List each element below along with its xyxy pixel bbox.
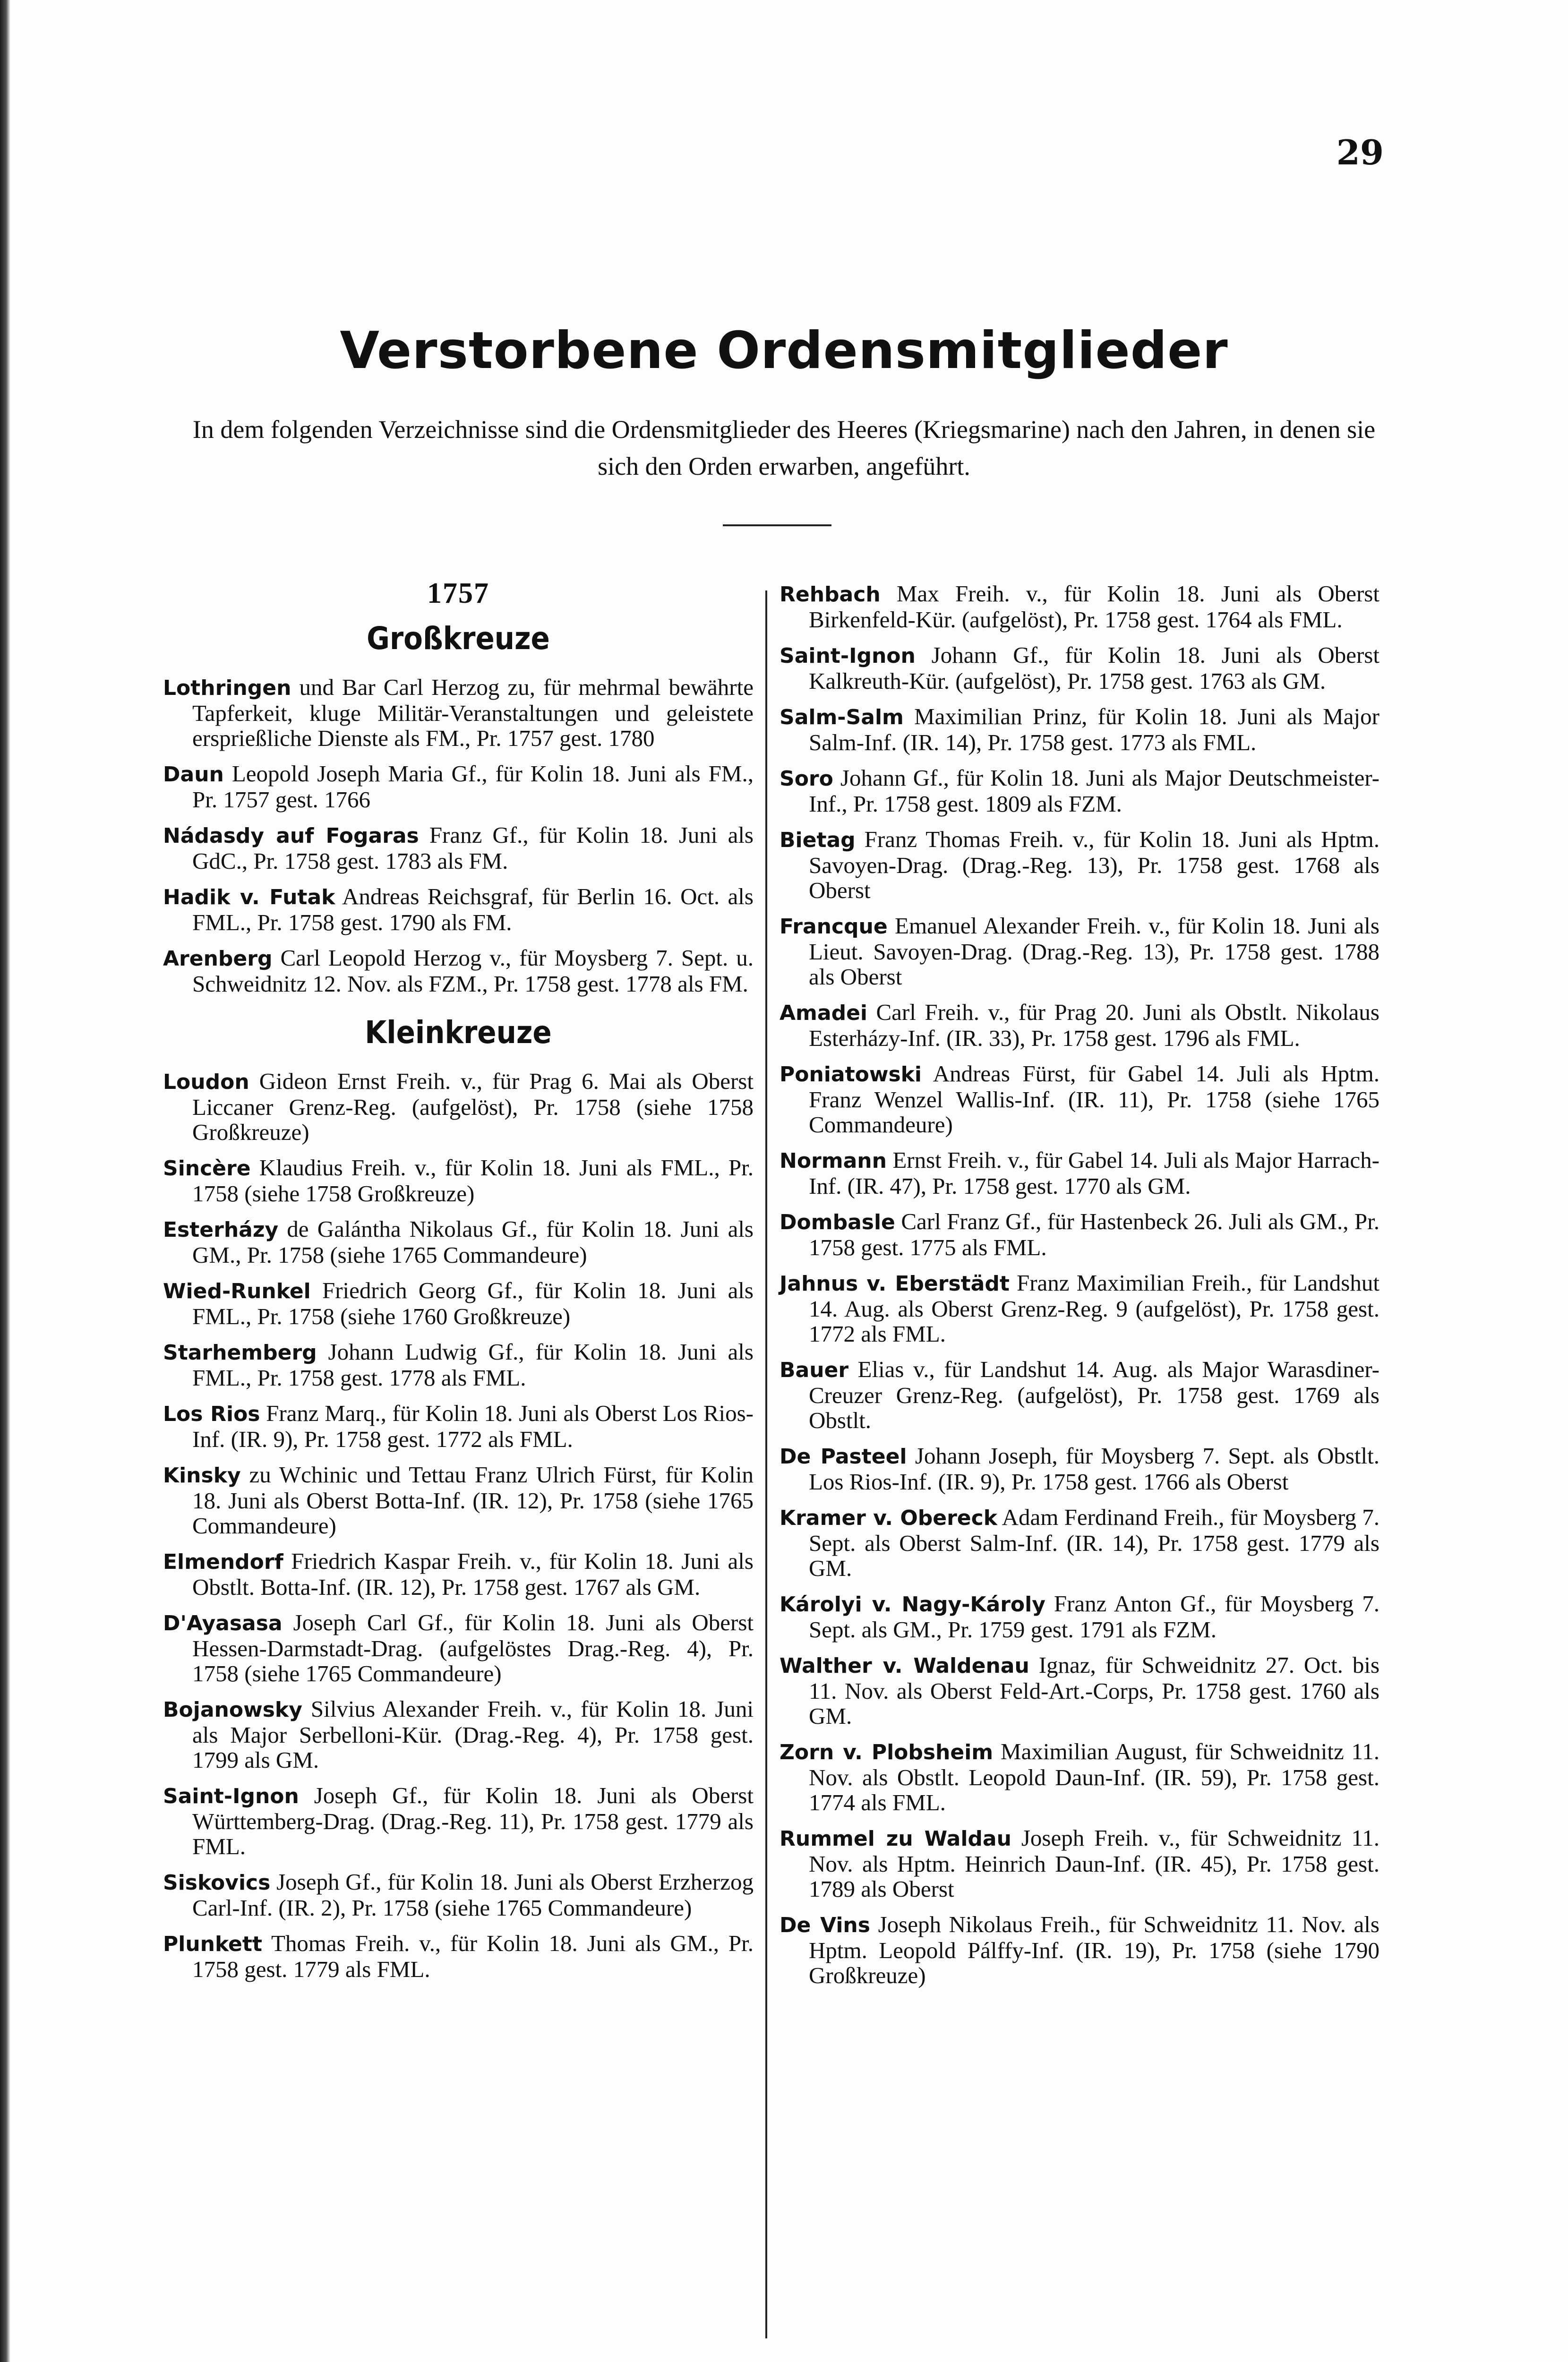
list-item [780,1209,1379,1260]
entry-name: Normann [780,1149,887,1173]
left-column [163,577,754,1992]
entry-text: Adam Ferdinand Freih., für Moysberg 7. Sept. als Oberst Salm-Inf. (IR. 14), Pr. 1758 gest. 1779 als GM. [809,1504,1379,1581]
entry-name: Nádasdy auf Fogaras [163,824,419,848]
entry-text: zu Wchinic und Tettau Franz Ulrich Fürst, für Kolin 18. Juni als Oberst Botta-Inf. (IR. 12), Pr. 1758 (siehe 1765 Commandeure) [192,1462,754,1539]
entry-name: Dombasle [780,1210,895,1234]
list-item [163,1278,754,1329]
entry-text: de Galántha Nikolaus Gf., für Kolin 18. Juni als GM., Pr. 1758 (siehe 1765 Commandeure) [192,1216,754,1268]
grosskreuze-heading: Großkreuze [367,620,550,657]
entry-text: Friedrich Georg Gf., für Kolin 18. Juni als FML., Pr. 1758 (siehe 1760 Großkreuze) [192,1277,754,1329]
entry-text: Joseph Nikolaus Freih., für Schweidnitz 11. Nov. als Hptm. Leopold Pálffy-Inf. (IR. 19), Pr. 1758 (siehe 1790 Großkreuze) [809,1911,1379,1988]
year-heading: 1757 [427,577,489,609]
entry-name: Bietag [780,828,856,852]
list-item [780,1739,1379,1815]
entry-name: Kinsky [163,1463,241,1488]
entry-text: Johann Gf., für Kolin 18. Juni als Major Deutschmeister-Inf., Pr. 1758 gest. 1809 als FZM. [809,765,1379,817]
entry-name: Walther v. Waldenau [780,1654,1029,1678]
entry-name: Lothringen [163,676,291,700]
entry-text: Max Freih. v., für Kolin 18. Juni als Oberst Birkenfeld-Kür. (aufgelöst), Pr. 1758 gest. 1764 als FML. [809,581,1379,633]
list-item [780,581,1379,632]
kleinkreuze-left-list [163,1069,754,1982]
entry-text: Emanuel Alexander Freih. v., für Kolin 18. Juni als Lieut. Savoyen-Drag. (Drag.-Reg. 13), Pr. 1758 gest. 1788 als Oberst [809,913,1379,990]
entry-text: Johann Gf., für Kolin 18. Juni als Oberst Kalkreuth-Kür. (aufgelöst), Pr. 1758 gest. 1763 als GM. [809,642,1379,694]
entry-name: Amadei [780,1001,868,1025]
entry-text: Maximilian August, für Schweidnitz 11. Nov. als Obstlt. Leopold Daun-Inf. (IR. 59), Pr. 1758 gest. 1774 als FML. [809,1738,1379,1815]
entry-text: Franz Gf., für Kolin 18. Juni als GdC., Pr. 1758 gest. 1783 als FM. [192,822,754,874]
list-item [780,1652,1379,1729]
entry-name: De Pasteel [780,1445,907,1469]
entry-name: Salm-Salm [780,705,904,729]
entry-text: Franz Thomas Freih. v., für Kolin 18. Juni als Hptm. Savoyen-Drag. (Drag.-Reg. 13), Pr. 1758 gest. 1768 als Oberst [809,826,1379,903]
list-item [780,1912,1379,1988]
entry-text: Thomas Freih. v., für Kolin 18. Juni als GM., Pr. 1758 gest. 1779 als FML. [192,1930,754,1982]
entry-name: Sincère [163,1156,251,1181]
entry-name: Esterházy [163,1218,279,1242]
list-item [163,1783,754,1859]
entry-name: Plunkett [163,1932,262,1956]
entry-text: Franz Marq., für Kolin 18. Juni als Oberst Los Rios-Inf. (IR. 9), Pr. 1758 gest. 1772 als FML. [192,1400,754,1452]
entry-name: Bojanowsky [163,1698,302,1722]
entry-text: Franz Maximilian Freih., für Landshut 14. Aug. als Oberst Grenz-Reg. 9 (aufgelöst), Pr. 1758 gest. 1772 als FML. [809,1270,1379,1347]
list-item [780,1443,1379,1494]
entry-text: Johann Ludwig Gf., für Kolin 18. Juni als FML., Pr. 1758 gest. 1778 als FML. [192,1339,754,1391]
list-item [780,704,1379,755]
entry-name: Kramer v. Obereck [780,1506,997,1530]
list-item [780,1825,1379,1901]
kleinkreuze-heading: Kleinkreuze [365,1014,552,1051]
entry-name: Daun [163,762,224,787]
entry-text: Leopold Joseph Maria Gf., für Kolin 18. Juni als FM., Pr. 1757 gest. 1766 [192,761,754,813]
list-item [780,1000,1379,1051]
entry-text: Joseph Gf., für Kolin 18. Juni als Oberst Erzherzog Carl-Inf. (IR. 2), Pr. 1758 (siehe 1765 Commandeure) [192,1869,754,1921]
list-item [780,913,1379,989]
list-item [163,1549,754,1600]
entry-name: Zorn v. Plobsheim [780,1740,994,1764]
entry-text: und Bar Carl Herzog zu, für mehrmal bewährte Tapferkeit, kluge Militär-Veranstaltungen und geleistete ersprießliche Dienste als FM., Pr. 1757 gest. 1780 [192,674,754,751]
list-item [163,1155,754,1206]
entry-text: Ignaz, für Schweidnitz 27. Oct. bis 11. Nov. als Oberst Feld-Art.-Corps, Pr. 1758 gest. 1760 als GM. [809,1652,1380,1729]
list-item [780,827,1379,903]
entry-name: Francque [780,915,888,939]
list-item [163,761,754,812]
entry-name: Jahnus v. Eberstädt [780,1272,1010,1296]
entry-text: Andreas Reichsgraf, für Berlin 16. Oct. als FML., Pr. 1758 gest. 1790 als FM. [192,883,754,935]
entry-name: Wied-Runkel [163,1279,311,1303]
entry-name: Los Rios [163,1402,260,1426]
title-rule [723,524,831,526]
list-item [163,884,754,935]
entry-text: Maximilian Prinz, für Kolin 18. Juni als Major Salm-Inf. (IR. 14), Pr. 1758 gest. 1773 als FML. [809,703,1379,755]
entry-name: Arenberg [163,947,273,971]
entry-name: Elmendorf [163,1550,283,1574]
list-item [780,1147,1379,1198]
entry-text: Franz Anton Gf., für Moysberg 7. Sept. als GM., Pr. 1759 gest. 1791 als FZM. [809,1591,1379,1643]
column-divider [765,590,767,2338]
entry-text: Joseph Carl Gf., für Kolin 18. Juni als Oberst Hessen-Darmstadt-Drag. (aufgelöstes Drag.-Reg. 4), Pr. 1758 (siehe 1765 Commandeure) [192,1609,754,1686]
entry-name: Starhemberg [163,1341,317,1365]
entry-name: Hadik v. Futak [163,885,335,909]
entry-text: Andreas Fürst, für Gabel 14. Juli als Hptm. Franz Wenzel Wallis-Inf. (IR. 11), Pr. 1758 (siehe 1765 Commandeure) [809,1061,1379,1138]
entry-name: Poniatowski [780,1062,922,1087]
list-item [163,1869,754,1920]
list-item [163,822,754,873]
entry-text: Ernst Freih. v., für Gabel 14. Juli als Major Harrach-Inf. (IR. 47), Pr. 1758 gest. 1770 als GM. [809,1147,1379,1199]
list-item [780,1270,1379,1346]
entry-text: Silvius Alexander Freih. v., für Kolin 18. Juni als Major Serbelloni-Kür. (Drag.-Reg. 4), Pr. 1758 gest. 1799 als GM. [192,1696,754,1773]
entry-text: Carl Franz Gf., für Hastenbeck 26. Juli als GM., Pr. 1758 gest. 1775 als FML. [809,1208,1379,1260]
list-item [163,1216,754,1267]
entry-name: Rehbach [780,582,881,607]
entry-text: Joseph Freih. v., für Schweidnitz 11. Nov. als Hptm. Heinrich Daun-Inf. (IR. 45), Pr. 1758 gest. 1789 als Oberst [809,1825,1379,1902]
page-title: Verstorbene Ordensmitglieder [340,321,1228,380]
entry-text: Carl Freih. v., für Prag 20. Juni als Obstlt. Nikolaus Esterházy-Inf. (IR. 33), Pr. 1758 gest. 1796 als FML. [809,999,1379,1051]
list-item [780,642,1379,693]
list-item [780,765,1379,816]
entry-name: D'Ayasasa [163,1611,283,1635]
list-item [163,1696,754,1772]
entry-name: Siskovics [163,1871,271,1895]
list-item [163,1339,754,1390]
entry-text: Joseph Gf., für Kolin 18. Juni als Oberst Württemberg-Drag. (Drag.-Reg. 11), Pr. 1758 gest. 1779 als FML. [192,1782,754,1859]
entry-text: Klaudius Freih. v., für Kolin 18. Juni als FML., Pr. 1758 (siehe 1758 Großkreuze) [192,1155,754,1207]
entry-name: Loudon [163,1070,249,1094]
list-item [163,1462,754,1538]
list-item [780,1061,1379,1137]
entry-text: Elias v., für Landshut 14. Aug. als Major Warasdiner-Creuzer Grenz-Reg. (aufgelöst), Pr. 1758 gest. 1769 als Obstlt. [809,1356,1379,1433]
kleinkreuze-right-list [780,581,1379,1988]
list-item [780,1591,1379,1642]
entry-name: Bauer [780,1358,849,1382]
entry-name: Károlyi v. Nagy-Károly [780,1592,1045,1617]
list-item [163,1931,754,1982]
entry-name: Soro [780,767,833,791]
list-item [163,675,754,751]
entry-text: Johann Joseph, für Moysberg 7. Sept. als Obstlt. Los Rios-Inf. (IR. 9), Pr. 1758 gest. 1766 als Oberst [809,1443,1379,1495]
list-item [780,1357,1379,1433]
intro-paragraph: In dem folgenden Verzeichnisse sind die Ordensmitglieder des Heeres (Kriegsmarine) nach den Jahren, in denen sie sich den Orden erwarben, angeführt. [192,415,1376,480]
list-item [163,1401,754,1452]
page-number: 29 [1336,132,1384,172]
list-item [163,1069,754,1145]
entry-name: De Vins [780,1913,870,1937]
list-item [780,1505,1379,1581]
list-item [163,945,754,996]
entry-text: Friedrich Kaspar Freih. v., für Kolin 18. Juni als Obstlt. Botta-Inf. (IR. 12), Pr. 1758 gest. 1767 als GM. [192,1548,754,1600]
entry-name: Saint-Ignon [780,644,916,668]
list-item [163,1610,754,1686]
entry-text: Gideon Ernst Freih. v., für Prag 6. Mai als Oberst Liccaner Grenz-Reg. (aufgelöst), Pr. 1758 (siehe 1758 Großkreuze) [192,1068,754,1145]
right-column [780,581,1379,1998]
grosskreuze-list [163,675,754,996]
entry-text: Carl Leopold Herzog v., für Moysberg 7. Sept. u. Schweidnitz 12. Nov. als FZM., Pr. 1758 gest. 1778 als FM. [192,945,754,997]
entry-name: Saint-Ignon [163,1784,299,1808]
entry-name: Rummel zu Waldau [780,1827,1011,1851]
